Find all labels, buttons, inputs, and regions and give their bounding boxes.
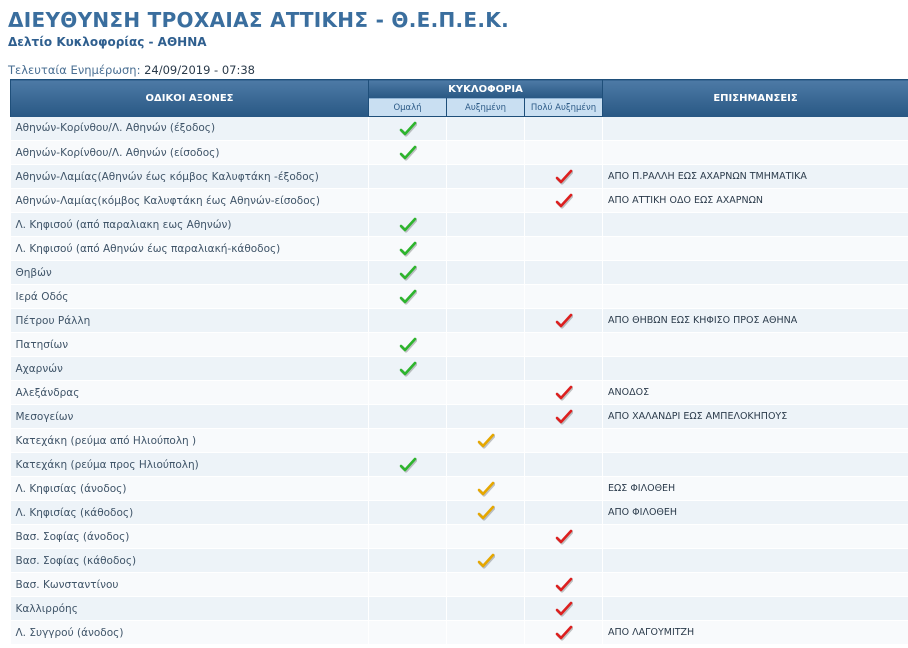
table-row <box>11 501 908 525</box>
status-cell-increased <box>447 141 525 165</box>
status-cell-normal <box>369 261 447 285</box>
table-row <box>11 477 908 501</box>
status-cell-increased <box>447 621 525 645</box>
header-traffic: ΚΥΚΛΟΦΟΡΙΑ <box>369 80 603 99</box>
status-cell-very-increased <box>525 525 603 549</box>
status-cell-normal <box>369 597 447 621</box>
status-cell-increased <box>447 549 525 573</box>
table-row <box>11 597 908 621</box>
road-axis-name: Αχαρνών <box>11 357 369 381</box>
header-notes: ΕΠΙΣΗΜΑΝΣΕΙΣ <box>603 80 908 117</box>
road-axis-name: Καλλιρρόης <box>11 597 369 621</box>
status-cell-increased <box>447 357 525 381</box>
check-icon <box>399 265 417 281</box>
check-icon <box>555 529 573 545</box>
table-row <box>11 525 908 549</box>
traffic-note: ΑΠΟ ΧΑΛΑΝΔΡΙ ΕΩΣ ΑΜΠΕΛΟΚΗΠΟΥΣ <box>603 405 908 429</box>
table-row <box>11 453 908 477</box>
status-cell-very-increased <box>525 501 603 525</box>
check-icon <box>555 313 573 329</box>
status-cell-very-increased <box>525 573 603 597</box>
traffic-note: ΑΠΟ ΦΙΛΟΘΕΗ <box>603 501 908 525</box>
traffic-note <box>603 261 908 285</box>
traffic-note <box>603 141 908 165</box>
traffic-note <box>603 429 908 453</box>
check-icon <box>555 601 573 617</box>
status-cell-increased <box>447 525 525 549</box>
status-cell-increased <box>447 117 525 141</box>
status-cell-very-increased <box>525 285 603 309</box>
status-cell-very-increased <box>525 621 603 645</box>
road-axis-name: Αθηνών-Λαμίας(κόμβος Καλυφτάκη έως Αθηνών-είσοδος) <box>11 189 369 213</box>
status-cell-normal <box>369 501 447 525</box>
header-increased: Αυξημένη <box>447 99 525 117</box>
road-axis-name: Λ. Κηφισίας (κάθοδος) <box>11 501 369 525</box>
check-icon <box>399 289 417 305</box>
road-axis-name: Κατεχάκη (ρεύμα προς Ηλιούπολη) <box>11 453 369 477</box>
status-cell-normal <box>369 237 447 261</box>
status-cell-normal <box>369 477 447 501</box>
header-axes: ΟΔΙΚΟΙ ΑΞΟΝΕΣ <box>11 80 369 117</box>
status-cell-increased <box>447 573 525 597</box>
status-cell-very-increased <box>525 357 603 381</box>
status-cell-increased <box>447 285 525 309</box>
status-cell-very-increased <box>525 333 603 357</box>
status-cell-very-increased <box>525 309 603 333</box>
check-icon <box>399 121 417 137</box>
traffic-note: ΑΝΟΔΟΣ <box>603 381 908 405</box>
status-cell-normal <box>369 141 447 165</box>
table-row <box>11 573 908 597</box>
check-icon <box>555 385 573 401</box>
road-axis-name: Μεσογείων <box>11 405 369 429</box>
road-axis-name: Πέτρου Ράλλη <box>11 309 369 333</box>
traffic-note <box>603 525 908 549</box>
table-row <box>11 621 908 645</box>
traffic-note <box>603 597 908 621</box>
road-axis-name: Λ. Κηφισού (από παραλιακη εως Αθηνών) <box>11 213 369 237</box>
table-row <box>11 333 908 357</box>
status-cell-normal <box>369 429 447 453</box>
check-icon <box>399 457 417 473</box>
status-cell-increased <box>447 477 525 501</box>
table-row <box>11 189 908 213</box>
status-cell-very-increased <box>525 165 603 189</box>
table-row <box>11 381 908 405</box>
status-cell-normal <box>369 381 447 405</box>
check-icon <box>555 409 573 425</box>
traffic-note <box>603 549 908 573</box>
road-axis-name: Κατεχάκη (ρεύμα από Ηλιούπολη ) <box>11 429 369 453</box>
status-cell-increased <box>447 381 525 405</box>
check-icon <box>477 553 495 569</box>
status-cell-normal <box>369 117 447 141</box>
road-axis-name: Βασ. Κωνσταντίνου <box>11 573 369 597</box>
status-cell-very-increased <box>525 117 603 141</box>
status-cell-increased <box>447 333 525 357</box>
status-cell-increased <box>447 429 525 453</box>
road-axis-name: Ιερά Οδός <box>11 285 369 309</box>
status-cell-normal <box>369 621 447 645</box>
road-axis-name: Πατησίων <box>11 333 369 357</box>
table-row <box>11 405 908 429</box>
check-icon <box>555 625 573 641</box>
road-axis-name: Θηβών <box>11 261 369 285</box>
check-icon <box>477 505 495 521</box>
status-cell-very-increased <box>525 213 603 237</box>
road-axis-name: Αθηνών-Λαμίας(Αθηνών έως κόμβος Καλυφτάκη -έξοδος) <box>11 165 369 189</box>
traffic-note: ΕΩΣ ΦΙΛΟΘΕΗ <box>603 477 908 501</box>
traffic-note <box>603 117 908 141</box>
status-cell-normal <box>369 213 447 237</box>
check-icon <box>399 337 417 353</box>
status-cell-very-increased <box>525 237 603 261</box>
table-row <box>11 429 908 453</box>
last-updated <box>8 63 255 77</box>
status-cell-very-increased <box>525 381 603 405</box>
status-cell-very-increased <box>525 429 603 453</box>
check-icon <box>399 217 417 233</box>
table-row <box>11 213 908 237</box>
road-axis-name: Λ. Κηφισίας (άνοδος) <box>11 477 369 501</box>
status-cell-normal <box>369 573 447 597</box>
table-row <box>11 237 908 261</box>
traffic-note <box>603 453 908 477</box>
road-axis-name: Αθηνών-Κορίνθου/Λ. Αθηνών (έξοδος) <box>11 117 369 141</box>
table-row <box>11 309 908 333</box>
status-cell-very-increased <box>525 549 603 573</box>
status-cell-very-increased <box>525 141 603 165</box>
status-cell-very-increased <box>525 477 603 501</box>
road-axis-name: Αλεξάνδρας <box>11 381 369 405</box>
status-cell-normal <box>369 549 447 573</box>
page-title: ΔΙΕΥΘΥΝΣΗ ΤΡΟΧΑΙΑΣ ΑΤΤΙΚΗΣ - Θ.Ε.Π.Ε.Κ. <box>8 8 509 32</box>
traffic-table <box>10 79 908 645</box>
table-row <box>11 549 908 573</box>
check-icon <box>399 361 417 377</box>
last-updated-value: 24/09/2019 - 07:38 <box>144 63 255 77</box>
status-cell-increased <box>447 405 525 429</box>
status-cell-increased <box>447 189 525 213</box>
status-cell-normal <box>369 453 447 477</box>
traffic-note <box>603 237 908 261</box>
status-cell-increased <box>447 309 525 333</box>
check-icon <box>477 481 495 497</box>
traffic-note <box>603 333 908 357</box>
traffic-note: ΑΠΟ Π.ΡΑΛΛΗ ΕΩΣ ΑΧΑΡΝΩΝ ΤΜΗΜΑΤΙΚΑ <box>603 165 908 189</box>
status-cell-increased <box>447 453 525 477</box>
last-updated-label: Τελευταία Ενημέρωση: <box>8 63 141 77</box>
status-cell-increased <box>447 213 525 237</box>
traffic-note: ΑΠΟ ΛΑΓΟΥΜΙΤΖΗ <box>603 621 908 645</box>
status-cell-very-increased <box>525 597 603 621</box>
road-axis-name: Βασ. Σοφίας (άνοδος) <box>11 525 369 549</box>
check-icon <box>555 577 573 593</box>
status-cell-increased <box>447 501 525 525</box>
check-icon <box>555 193 573 209</box>
status-cell-normal <box>369 285 447 309</box>
page-subtitle: Δελτίο Κυκλοφορίας - ΑΘΗΝΑ <box>8 35 207 49</box>
status-cell-normal <box>369 189 447 213</box>
check-icon <box>399 145 417 161</box>
status-cell-normal <box>369 357 447 381</box>
traffic-note <box>603 213 908 237</box>
status-cell-normal <box>369 333 447 357</box>
check-icon <box>399 241 417 257</box>
table-row <box>11 117 908 141</box>
table-row <box>11 285 908 309</box>
status-cell-normal <box>369 309 447 333</box>
road-axis-name: Λ. Κηφισού (από Αθηνών έως παραλιακή-κάθοδος) <box>11 237 369 261</box>
road-axis-name: Αθηνών-Κορίνθου/Λ. Αθηνών (είσοδος) <box>11 141 369 165</box>
status-cell-very-increased <box>525 189 603 213</box>
status-cell-normal <box>369 165 447 189</box>
status-cell-normal <box>369 405 447 429</box>
table-row <box>11 141 908 165</box>
status-cell-very-increased <box>525 261 603 285</box>
road-axis-name: Λ. Συγγρού (άνοδος) <box>11 621 369 645</box>
header-very-increased: Πολύ Αυξημένη <box>525 99 603 117</box>
header-normal: Ομαλή <box>369 99 447 117</box>
table-row <box>11 165 908 189</box>
check-icon <box>477 433 495 449</box>
status-cell-increased <box>447 597 525 621</box>
traffic-note <box>603 357 908 381</box>
traffic-note: ΑΠΟ ΑΤΤΙΚΗ ΟΔΟ ΕΩΣ ΑΧΑΡΝΩΝ <box>603 189 908 213</box>
status-cell-increased <box>447 237 525 261</box>
table-row <box>11 357 908 381</box>
status-cell-increased <box>447 165 525 189</box>
status-cell-very-increased <box>525 405 603 429</box>
traffic-note <box>603 285 908 309</box>
status-cell-normal <box>369 525 447 549</box>
table-row <box>11 261 908 285</box>
status-cell-very-increased <box>525 453 603 477</box>
traffic-note <box>603 573 908 597</box>
traffic-note: ΑΠΟ ΘΗΒΩΝ ΕΩΣ ΚΗΦΙΣΟ ΠΡΟΣ ΑΘΗΝΑ <box>603 309 908 333</box>
status-cell-increased <box>447 261 525 285</box>
check-icon <box>555 169 573 185</box>
road-axis-name: Βασ. Σοφίας (κάθοδος) <box>11 549 369 573</box>
